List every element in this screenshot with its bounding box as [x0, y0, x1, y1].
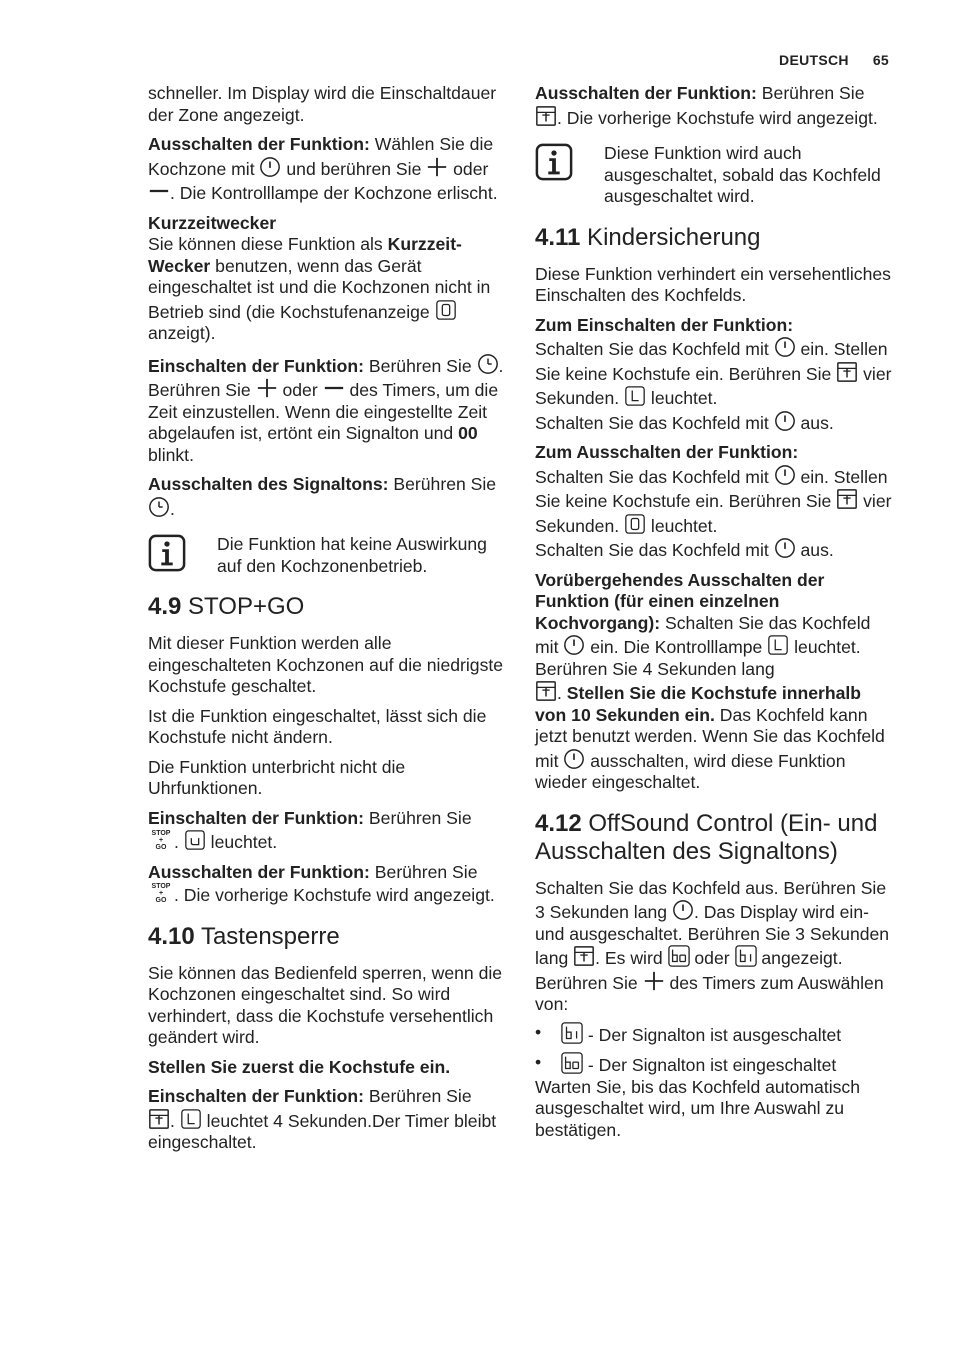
- lock-key-icon: [836, 488, 858, 510]
- b1-display-icon: [735, 945, 757, 967]
- section-heading-4-11: 4.11 Kindersicherung: [535, 223, 761, 251]
- left-column: [148, 83, 506, 1162]
- info-text: Diese Funktion wird auch ausgeschaltet, sobald das Kochfeld ausgeschaltet wird.: [604, 143, 881, 206]
- paragraph: Ausschalten der Funktion: Berühren Sie STOP + GO . Die vorherige Kochstufe wird angezeigt.: [148, 861, 495, 905]
- clock-icon: [477, 353, 499, 375]
- paragraph: Ist die Funktion eingeschaltet, lässt sich die Kochstufe nicht ändern.: [148, 705, 487, 747]
- power-icon: [563, 748, 585, 770]
- paragraph: schneller. Im Display wird die Einschaltdauer der Zone angezeigt.: [148, 83, 497, 125]
- page-header: [779, 50, 889, 72]
- paragraph: Einschalten der Funktion: Berühren Sie . leuchtet 4 Sekunden.Der Timer bleibt eingeschaltet.: [148, 1086, 497, 1152]
- u-display-icon: [184, 829, 206, 851]
- paragraph: Ausschalten der Funktion: Wählen Sie die Kochzone mit und berühren Sie oder . Die Kontrolllampe der Kochzone erlischt.: [148, 134, 498, 203]
- lock-key-icon: [836, 361, 858, 383]
- paragraph: Ausschalten des Signaltons: Berühren Sie .: [148, 474, 497, 519]
- info-note: [148, 534, 506, 577]
- stop-go-icon: STOP + GO: [151, 883, 171, 904]
- paragraph: Ausschalten der Funktion: Berühren Sie . Die vorherige Kochstufe wird angezeigt.: [535, 83, 878, 128]
- plus-icon: [643, 970, 665, 992]
- b1-display-icon: [561, 1022, 583, 1044]
- lock-key-icon: [535, 105, 557, 127]
- paragraph: Schalten Sie das Kochfeld aus. Berühren Sie 3 Sekunden lang . Das Display wird ein- und ausgeschaltet. Berühren Sie 3 Sekunden lang . Es wird oder angezeigt. Berühren Sie des Timers zum Auswählen von:: [535, 877, 890, 1014]
- power-icon: [259, 156, 281, 178]
- plus-icon: [426, 156, 448, 178]
- lock-key-icon: [573, 945, 595, 967]
- info-text: Die Funktion hat keine Auswirkung auf den Kochzonenbetrieb.: [217, 534, 487, 576]
- zero-display-icon: [435, 299, 457, 321]
- info-note: [535, 143, 895, 208]
- page-number: 65: [872, 52, 889, 68]
- minus-icon: [148, 180, 170, 202]
- info-icon: [535, 143, 573, 181]
- list-item: • - Der Signalton ist ausgeschaltet: [535, 1022, 895, 1047]
- info-icon: [148, 534, 186, 572]
- paragraph: Einschalten der Funktion: Berühren Sie . Berühren Sie oder des Timers, um die Zeit einzustellen. Wenn die eingestellte Zeit abgelaufen ist, ertönt ein Signalton und 00 blinkt.: [148, 353, 506, 467]
- paragraph: Warten Sie, bis das Kochfeld automatisch ausgeschaltet wird, um Ihre Auswahl zu bestätigen.: [535, 1076, 860, 1140]
- zero-display-icon: [624, 513, 646, 535]
- minus-icon: [323, 377, 345, 399]
- clock-icon: [148, 496, 170, 518]
- section-heading-4-10: 4.10 Tastensperre: [148, 922, 340, 950]
- section-heading-4-9: 4.9 STOP+GO: [148, 593, 305, 620]
- paragraph: Diese Funktion verhindert ein versehentliches Einschalten des Kochfelds.: [535, 263, 891, 305]
- stop-go-icon: STOP + GO: [151, 830, 171, 851]
- l-display-icon: [624, 385, 646, 407]
- paragraph: Die Funktion unterbricht nicht die Uhrfunktionen.: [148, 756, 406, 798]
- power-icon: [672, 899, 694, 921]
- power-icon: [774, 537, 796, 559]
- power-icon: [774, 464, 796, 486]
- l-display-icon: [180, 1108, 202, 1130]
- paragraph: Stellen Sie zuerst die Kochstufe ein.: [148, 1056, 451, 1077]
- lock-key-icon: [148, 1108, 170, 1130]
- subheading: Kurzzeitwecker: [148, 212, 277, 233]
- right-column: [535, 83, 895, 1149]
- power-icon: [774, 410, 796, 432]
- list-item: • - Der Signalton ist eingeschaltet: [535, 1052, 895, 1077]
- lock-key-icon: [535, 680, 557, 702]
- plus-icon: [256, 377, 278, 399]
- paragraph: Einschalten der Funktion: Berühren Sie STOP + GO . leuchtet.: [148, 807, 472, 852]
- l-display-icon: [767, 634, 789, 656]
- paragraph: Mit dieser Funktion werden alle eingeschalteten Kochzonen auf die niedrigste Kochstufe geschaltet.: [148, 633, 504, 696]
- b0-display-icon: [561, 1052, 583, 1074]
- option-list: [535, 1022, 895, 1077]
- paragraph: Sie können das Bedienfeld sperren, wenn die Kochzonen eingeschaltet sind. So wird verhindert, dass die Kochstufe versehentlich geändert wird.: [148, 962, 503, 1047]
- paragraph: Zum Einschalten der Funktion: Schalten Sie das Kochfeld mit ein. Stellen Sie keine Kochstufe ein. Berühren Sie vier Sekunden. leuchtet. Schalten Sie das Kochfeld mit aus.: [535, 314, 892, 433]
- paragraph: Kurzzeitwecker Sie können diese Funktion als Kurzzeit-Wecker benutzen, wenn das Gerät eingeschaltet ist und die Kochzonen nicht in Betrieb sind (die Kochstufenanzeige anzeigt).: [148, 212, 491, 343]
- paragraph: Vorübergehendes Ausschalten der Funktion (für einen einzelnen Kochvorgang): Schalten Sie das Kochfeld mit ein. Die Kontrolllampe leuchtet. Berühren Sie 4 Sekunden lang . Stellen Sie die Kochstufe innerhalb von 10 Sekunden ein. Das Kochfeld kann jetzt benutzt werden. Wenn Sie das Kochfeld mit ausschalten, wird diese Funktion wieder eingeschaltet.: [535, 569, 885, 792]
- section-heading-4-12: 4.12 OffSound Control (Ein- und Ausschalten des Signaltons): [535, 809, 878, 865]
- paragraph: Zum Ausschalten der Funktion: Schalten Sie das Kochfeld mit ein. Stellen Sie keine Kochstufe ein. Berühren Sie vier Sekunden. leuchtet. Schalten Sie das Kochfeld mit aus.: [535, 442, 892, 560]
- b0-display-icon: [668, 945, 690, 967]
- power-icon: [774, 336, 796, 358]
- power-icon: [563, 634, 585, 656]
- header-language: DEUTSCH: [779, 52, 849, 68]
